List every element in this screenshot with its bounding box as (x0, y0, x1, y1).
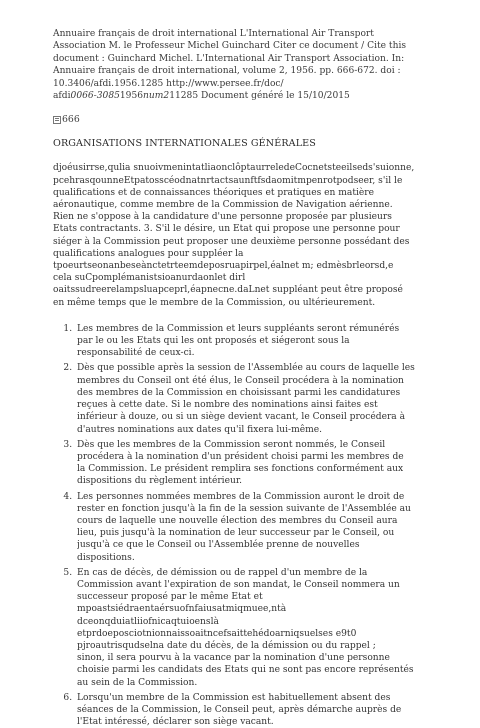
citation-line: Annuaire français de droit international, volume 2, 1956. pp. 666-672. doi : (53, 66, 401, 77)
citation-doc-issn: 0066-3085 (70, 91, 120, 102)
list-item-line: 4. Les personnes nommées membres de la Commission auront le droit de (77, 491, 405, 502)
intro-line: tpoeurtseonanbeseànctetrteemdeposruapirpel,éalnet m; edmèsbrleorsd,e (53, 261, 394, 272)
intro-line: qualifications et de connaissances théoriques et pratiques en matière (53, 187, 375, 198)
citation-doc-num-value: 2 (163, 91, 170, 102)
citation-doc-suffix: 1285 Document généré le 15/10/2015 (174, 91, 350, 102)
list-item (75, 323, 440, 360)
intro-line: oaitssudreerelampsluapceprl,éapnecne.daLnet suppléant peut être proposé (53, 285, 403, 296)
list-item-line: des membres de la Commission en choisissant parmi les candidatures (77, 387, 401, 398)
list-item-line: rester en fonction jusqu'à la fin de la session suivante de l'Assemblée au (77, 503, 411, 514)
list-item-line: par le ou les Etats qui les ont proposés et siégeront sous la (77, 336, 350, 347)
list-item-line: 2. Dès que possible après la session de l'Assemblée au cours de laquelle les (77, 363, 415, 374)
intro-line: qualifications analogues pour suppléer la (53, 248, 244, 259)
list-item-line: cours de laquelle une nouvelle élection des membres du Conseil aura (77, 515, 398, 526)
intro-line: en même temps que le membre de la Commission, ou ultérieurement. (53, 297, 376, 308)
list-item-line: jusqu'à ce que le Conseil ou l'Assemblée prenne de nouvelles (77, 540, 360, 551)
intro-line: siéger à la Commission peut proposer une deuxième personne possédant des (53, 236, 410, 247)
list-item-line: séances de la Commission, le Conseil peut, après démarche auprès de (77, 704, 402, 715)
list-item-line: 3. Dès que les membres de la Commission seront nommés, le Conseil (77, 439, 386, 450)
numbered-list (53, 323, 440, 728)
list-item-line: successeur proposé par le même Etat et (77, 592, 263, 603)
list-item (75, 491, 440, 564)
citation-doc-part: 1 (169, 91, 175, 102)
list-item-line: dispositions. (77, 552, 135, 563)
list-item-line: membres du Conseil ont été élus, le Conseil procédera à la nomination (77, 375, 404, 386)
list-item-line: choisie parmi les candidats des Etats qui ne sont pas encore représentés (77, 665, 414, 676)
list-item-line: reçues à cette date. Si le nombre des nominations ainsi faites est (77, 400, 378, 411)
intro-line: aéronautique, comme membre de la Commission de Navigation aérienne. (53, 200, 393, 211)
citation-doc-year: 1956 (119, 91, 144, 102)
page-number (53, 114, 440, 126)
list-item-line: l'Etat intéressé, déclarer son siège vacant. (77, 717, 274, 728)
citation-doc-line (53, 90, 440, 102)
list-item-line: Commission avant l'expiration de son mandat, le Conseil nommera un (77, 579, 400, 590)
list-item-line: responsabilité de ceux-ci. (77, 348, 195, 359)
intro-line: djoéusirrse,qulia snuoivmenintatliaonclôptaurreledeCocnetsteeilseds'suionne, (53, 163, 415, 174)
intro-paragraph (53, 162, 440, 308)
list-item-line: etprdoeposciotnionnaissoaitncefsaittehédoarniqsuelses e9t0 (77, 628, 357, 639)
page-number-value: 666 (62, 114, 80, 126)
list-item-line: 5. En cas de décès, de démission ou de rappel d'un membre de la (77, 567, 368, 578)
list-item-line: 6. Lorsqu'un membre de la Commission est habituellement absent des (77, 692, 391, 703)
list-item (75, 692, 440, 728)
intro-line: Rien ne s'oppose à la candidature d'une personne proposée par plusieurs (53, 212, 392, 223)
list-item (75, 362, 440, 435)
citation-line: Association M. le Professeur Michel Guinchard Citer ce document / Cite this (53, 41, 407, 52)
section-heading: ORGANISATIONS INTERNATIONALES GÉNÉRALES (53, 138, 316, 150)
list-item-line: pjroautrisqudselna date du décès, de la démission ou du rappel ; (77, 640, 376, 651)
list-item (75, 439, 440, 488)
citation-doc-num: num (143, 91, 164, 102)
list-item (75, 567, 440, 689)
intro-line: cela suCpomplémanistsioanurdaonlet dirl (53, 273, 246, 284)
list-item-line: mpoastsiédraentaérsuofnfaiusatmiqmuee,ntà (77, 604, 287, 615)
list-item-line: dceonqduiatliiofnicaqtuioenslà (77, 616, 219, 627)
citation-block (53, 28, 440, 102)
list-item-line: procédera à la nomination d'un président choisi parmi les membres de (77, 451, 404, 462)
citation-line: Annuaire français de droit international L'International Air Transport (53, 29, 374, 39)
citation-doc-prefix: afdi (53, 91, 71, 102)
list-item-line: d'autres nominations aux dates qu'il fixera lui-même. (77, 424, 323, 435)
list-item-line: dispositions du règlement intérieur. (77, 476, 243, 487)
intro-line: Etats contractants. 3. S'il le désire, un Etat qui propose une personne pour (53, 224, 400, 235)
page-icon (53, 116, 61, 124)
list-item-line: lieu, puis jusqu'à la nomination de leur successeur par le Conseil, ou (77, 528, 395, 539)
list-item-line: 1. Les membres de la Commission et leurs suppléants seront rémunérés (77, 323, 400, 334)
citation-line: 10.3406/afdi.1956.1285 http://www.persee.fr/doc/ (53, 78, 284, 89)
list-item-line: sinon, il sera pourvu à la vacance par la nomination d'une personne (77, 653, 390, 664)
intro-line: pcehrasqounneEtpatosscéodnatnrtactsaunftfsdaomitmpenrotpodseer, s'il le (53, 175, 403, 186)
list-item-line: inférieur à douze, ou si un siège devient vacant, le Conseil procédera à (77, 412, 406, 423)
list-item-line: au sein de la Commission. (77, 677, 198, 688)
citation-line: document : Guinchard Michel. L'International Air Transport Association. In: (53, 53, 405, 64)
citation-lines (53, 28, 440, 90)
list-item-line: la Commission. Le président remplira ses fonctions conformément aux (77, 464, 404, 475)
